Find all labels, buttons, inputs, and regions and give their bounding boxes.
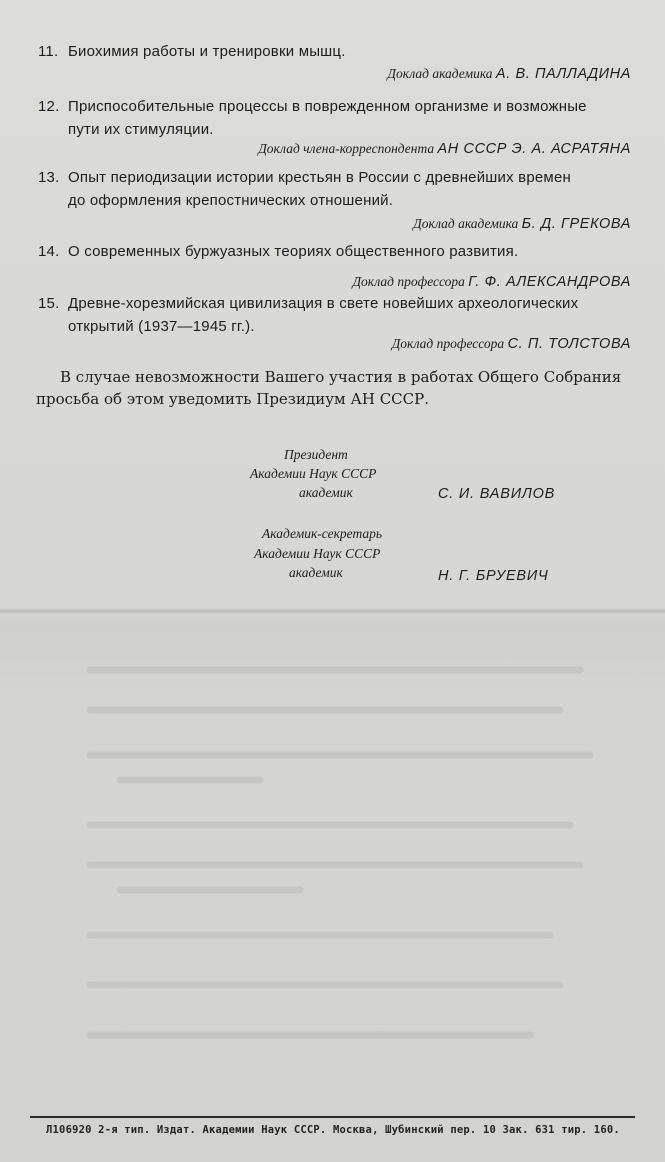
sig1-title-2: Академии Наук СССР: [250, 466, 377, 481]
item-number: 11.: [38, 43, 59, 60]
item-title-cont: до оформления крепостнических отношений.: [68, 192, 394, 209]
sig2-title-2: Академии Наук СССР: [254, 546, 381, 561]
author-prefix: Доклад академика: [413, 216, 519, 231]
show-through-texture: [60, 640, 620, 1080]
item-number: 12.: [38, 98, 60, 115]
agenda-item-12: [38, 95, 632, 141]
author-name: Г. Ф. АЛЕКСАНДРОВА: [468, 274, 631, 290]
notice-paragraph: [36, 366, 632, 410]
sig1-name: С. И. ВАВИЛОВ: [438, 486, 556, 502]
author-prefix: Доклад профессора: [352, 274, 465, 289]
item-title: Приспособительные процессы в поврежденном организме и возможные: [68, 98, 587, 115]
item-title: О современных буржуазных теориях общественного развития.: [68, 243, 519, 260]
agenda-item-15: [38, 292, 632, 338]
item-title-cont: пути их стимуляции.: [68, 121, 214, 138]
author-prefix: Доклад профессора: [391, 336, 505, 351]
agenda-item-13: [38, 166, 632, 212]
sig1-title-3: академик: [299, 485, 353, 500]
item-title: Биохимия работы и тренировки мышц.: [68, 43, 346, 60]
item-title-cont: открытий (1937—1945 гг.).: [68, 318, 255, 335]
notice-line-2: просьба об этом уведомить Президиум АН СССР.: [36, 390, 429, 408]
item-13-author: [413, 216, 631, 232]
author-prefix: Доклад академика: [387, 66, 493, 81]
sig2-title-3: академик: [289, 565, 343, 580]
item-number: 14.: [38, 243, 60, 260]
item-12-author: [258, 141, 631, 157]
author-name: АН СССР Э. А. АСРАТЯНА: [437, 141, 631, 157]
sig2-name: Н. Г. БРУЕВИЧ: [438, 568, 549, 584]
item-11-author: [387, 66, 631, 82]
author-name: С. П. ТОЛСТОВА: [507, 336, 631, 352]
author-name: Б. Д. ГРЕКОВА: [521, 216, 631, 232]
item-number: 13.: [38, 169, 60, 186]
printer-imprint: Л106920 2-я тип. Издат. Академии Наук СССР. Москва, Шубинский пер. 10 Зак. 631 тир. 160.: [46, 1124, 620, 1136]
author-prefix: Доклад члена-корреспондента: [258, 141, 435, 156]
show-through-lines: [60, 640, 620, 1080]
notice-line-1: В случае невозможности Вашего участия в работах Общего Собрания: [60, 368, 622, 386]
item-14-author: [352, 274, 631, 290]
agenda-item-11: [38, 40, 632, 63]
paper-fold: [0, 608, 665, 614]
author-name: А. В. ПАЛЛАДИНА: [495, 66, 631, 82]
item-number: 15.: [38, 295, 60, 312]
item-title: Опыт периодизации истории крестьян в России с древнейших времен: [68, 169, 571, 186]
agenda-item-14: [38, 240, 632, 263]
sig1-title-1: Президент: [284, 447, 348, 462]
item-title: Древне-хорезмийская цивилизация в свете новейших археологических: [68, 295, 579, 312]
footer-rule: [30, 1116, 635, 1118]
sig2-title-1: Академик-секретарь: [262, 526, 383, 541]
item-15-author: [392, 336, 631, 352]
